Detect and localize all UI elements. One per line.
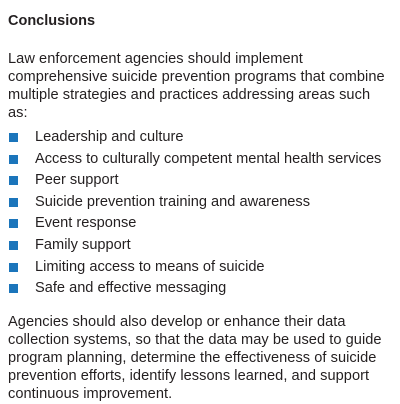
list-item bbox=[8, 127, 392, 149]
list-item-text: Suicide prevention training and awareness bbox=[35, 193, 311, 210]
square-bullet-icon bbox=[9, 241, 18, 250]
intro-paragraph: Law enforcement agencies should implement comprehensive suicide prevention programs that combine multiple strategies and practices addressing areas such as: bbox=[8, 51, 385, 121]
section-heading: Conclusions bbox=[8, 13, 96, 29]
bullet-list bbox=[8, 127, 392, 300]
list-item bbox=[8, 192, 392, 214]
list-item-text: Leadership and culture bbox=[35, 129, 184, 145]
list-item bbox=[8, 278, 392, 300]
list-item-text: Family support bbox=[35, 236, 131, 253]
square-bullet-icon bbox=[9, 263, 18, 272]
document-body bbox=[8, 11, 392, 403]
list-item-text: Access to culturally competent mental health services bbox=[35, 150, 382, 167]
square-bullet-icon bbox=[9, 176, 18, 185]
square-bullet-icon bbox=[9, 284, 18, 293]
list-item bbox=[8, 149, 392, 171]
list-item-text: Limiting access to means of suicide bbox=[35, 258, 265, 275]
closing-paragraph: Agencies should also develop or enhance their data collection systems, so that the data may be used to guide program planning, determine the effectiveness of suicide prevention efforts, identify lessons learned, and support continuous improvement. bbox=[8, 313, 382, 402]
list-item-text: Safe and effective messaging bbox=[35, 280, 227, 297]
list-item bbox=[8, 170, 392, 192]
square-bullet-icon bbox=[9, 198, 18, 207]
list-item-text: Peer support bbox=[35, 172, 119, 189]
list-item bbox=[8, 213, 392, 235]
square-bullet-icon bbox=[9, 133, 18, 142]
square-bullet-icon bbox=[9, 155, 18, 164]
list-item bbox=[8, 235, 392, 257]
list-item bbox=[8, 257, 392, 279]
square-bullet-icon bbox=[9, 219, 18, 228]
list-item-text: Event response bbox=[35, 215, 137, 232]
